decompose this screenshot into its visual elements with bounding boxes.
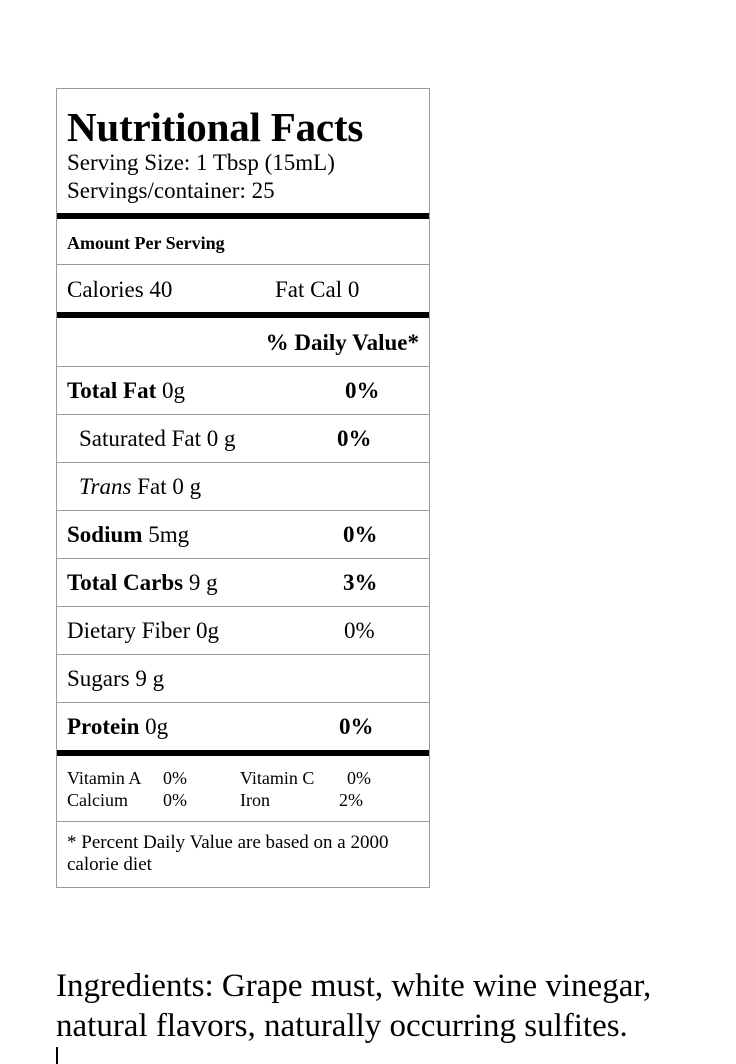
nutrient-name: Total Fat 0g	[67, 378, 185, 403]
calcium-name: Calcium	[67, 790, 128, 810]
amount-per-serving: Amount Per Serving	[67, 233, 225, 253]
ingredients-text: Ingredients: Grape must, white wine vinegar, natural flavors, naturally occurring sulfites.	[56, 968, 652, 1044]
amount-per-serving-row	[57, 219, 429, 265]
daily-value-header-row	[57, 318, 429, 367]
serving-size: Serving Size: 1 Tbsp (15mL)	[67, 150, 335, 175]
nutrient-name: Dietary Fiber 0g	[67, 618, 220, 643]
nutrient-name: Sugars 9 g	[67, 666, 165, 691]
text-cursor	[56, 1047, 58, 1064]
nutrient-name: Sodium 5mg	[67, 522, 190, 547]
nutrient-row-sodium	[57, 511, 429, 559]
calories-row	[57, 265, 429, 318]
iron-name: Iron	[240, 790, 270, 810]
footnote-row	[57, 822, 429, 887]
nutrient-daily-value: 0%	[339, 714, 374, 739]
nutrient-name: Protein 0g	[67, 714, 169, 739]
label-header	[57, 89, 429, 219]
nutrient-name: Saturated Fat 0 g	[79, 426, 236, 451]
iron-value: 2%	[339, 790, 363, 810]
nutrient-row-trans-fat	[57, 463, 429, 511]
calories: Calories 40	[67, 277, 173, 302]
footnote: * Percent Daily Value are based on a 2000 calorie diet	[67, 832, 389, 875]
nutrition-label	[56, 88, 430, 888]
nutrient-daily-value: 0%	[344, 618, 375, 643]
label-title: Nutritional Facts	[67, 104, 364, 150]
nutrient-name: Trans Fat 0 g	[79, 474, 202, 499]
daily-value-header: % Daily Value*	[265, 330, 419, 355]
fat-calories: Fat Cal 0	[275, 277, 360, 302]
nutrient-row-dietary-fiber	[57, 607, 429, 655]
nutrient-daily-value: 0%	[345, 378, 380, 403]
servings-per-container: Servings/container: 25	[67, 178, 275, 203]
nutrient-row-sugars	[57, 655, 429, 703]
nutrient-daily-value: 0%	[343, 522, 378, 547]
nutrient-name: Total Carbs 9 g	[67, 570, 218, 595]
vitamin-a-name: Vitamin A	[67, 768, 142, 788]
nutrient-row-total-carbs	[57, 559, 429, 607]
calcium-value: 0%	[163, 790, 187, 810]
vitamin-a-value: 0%	[163, 768, 187, 788]
nutrient-row-protein	[57, 703, 429, 756]
vitamins-row	[57, 756, 429, 822]
vitamin-c-name: Vitamin C	[240, 768, 315, 788]
nutrient-row-total-fat	[57, 367, 429, 415]
nutrient-daily-value: 3%	[343, 570, 378, 595]
nutrient-row-saturated-fat	[57, 415, 429, 463]
nutrient-daily-value: 0%	[337, 426, 372, 451]
vitamin-c-value: 0%	[347, 768, 371, 788]
